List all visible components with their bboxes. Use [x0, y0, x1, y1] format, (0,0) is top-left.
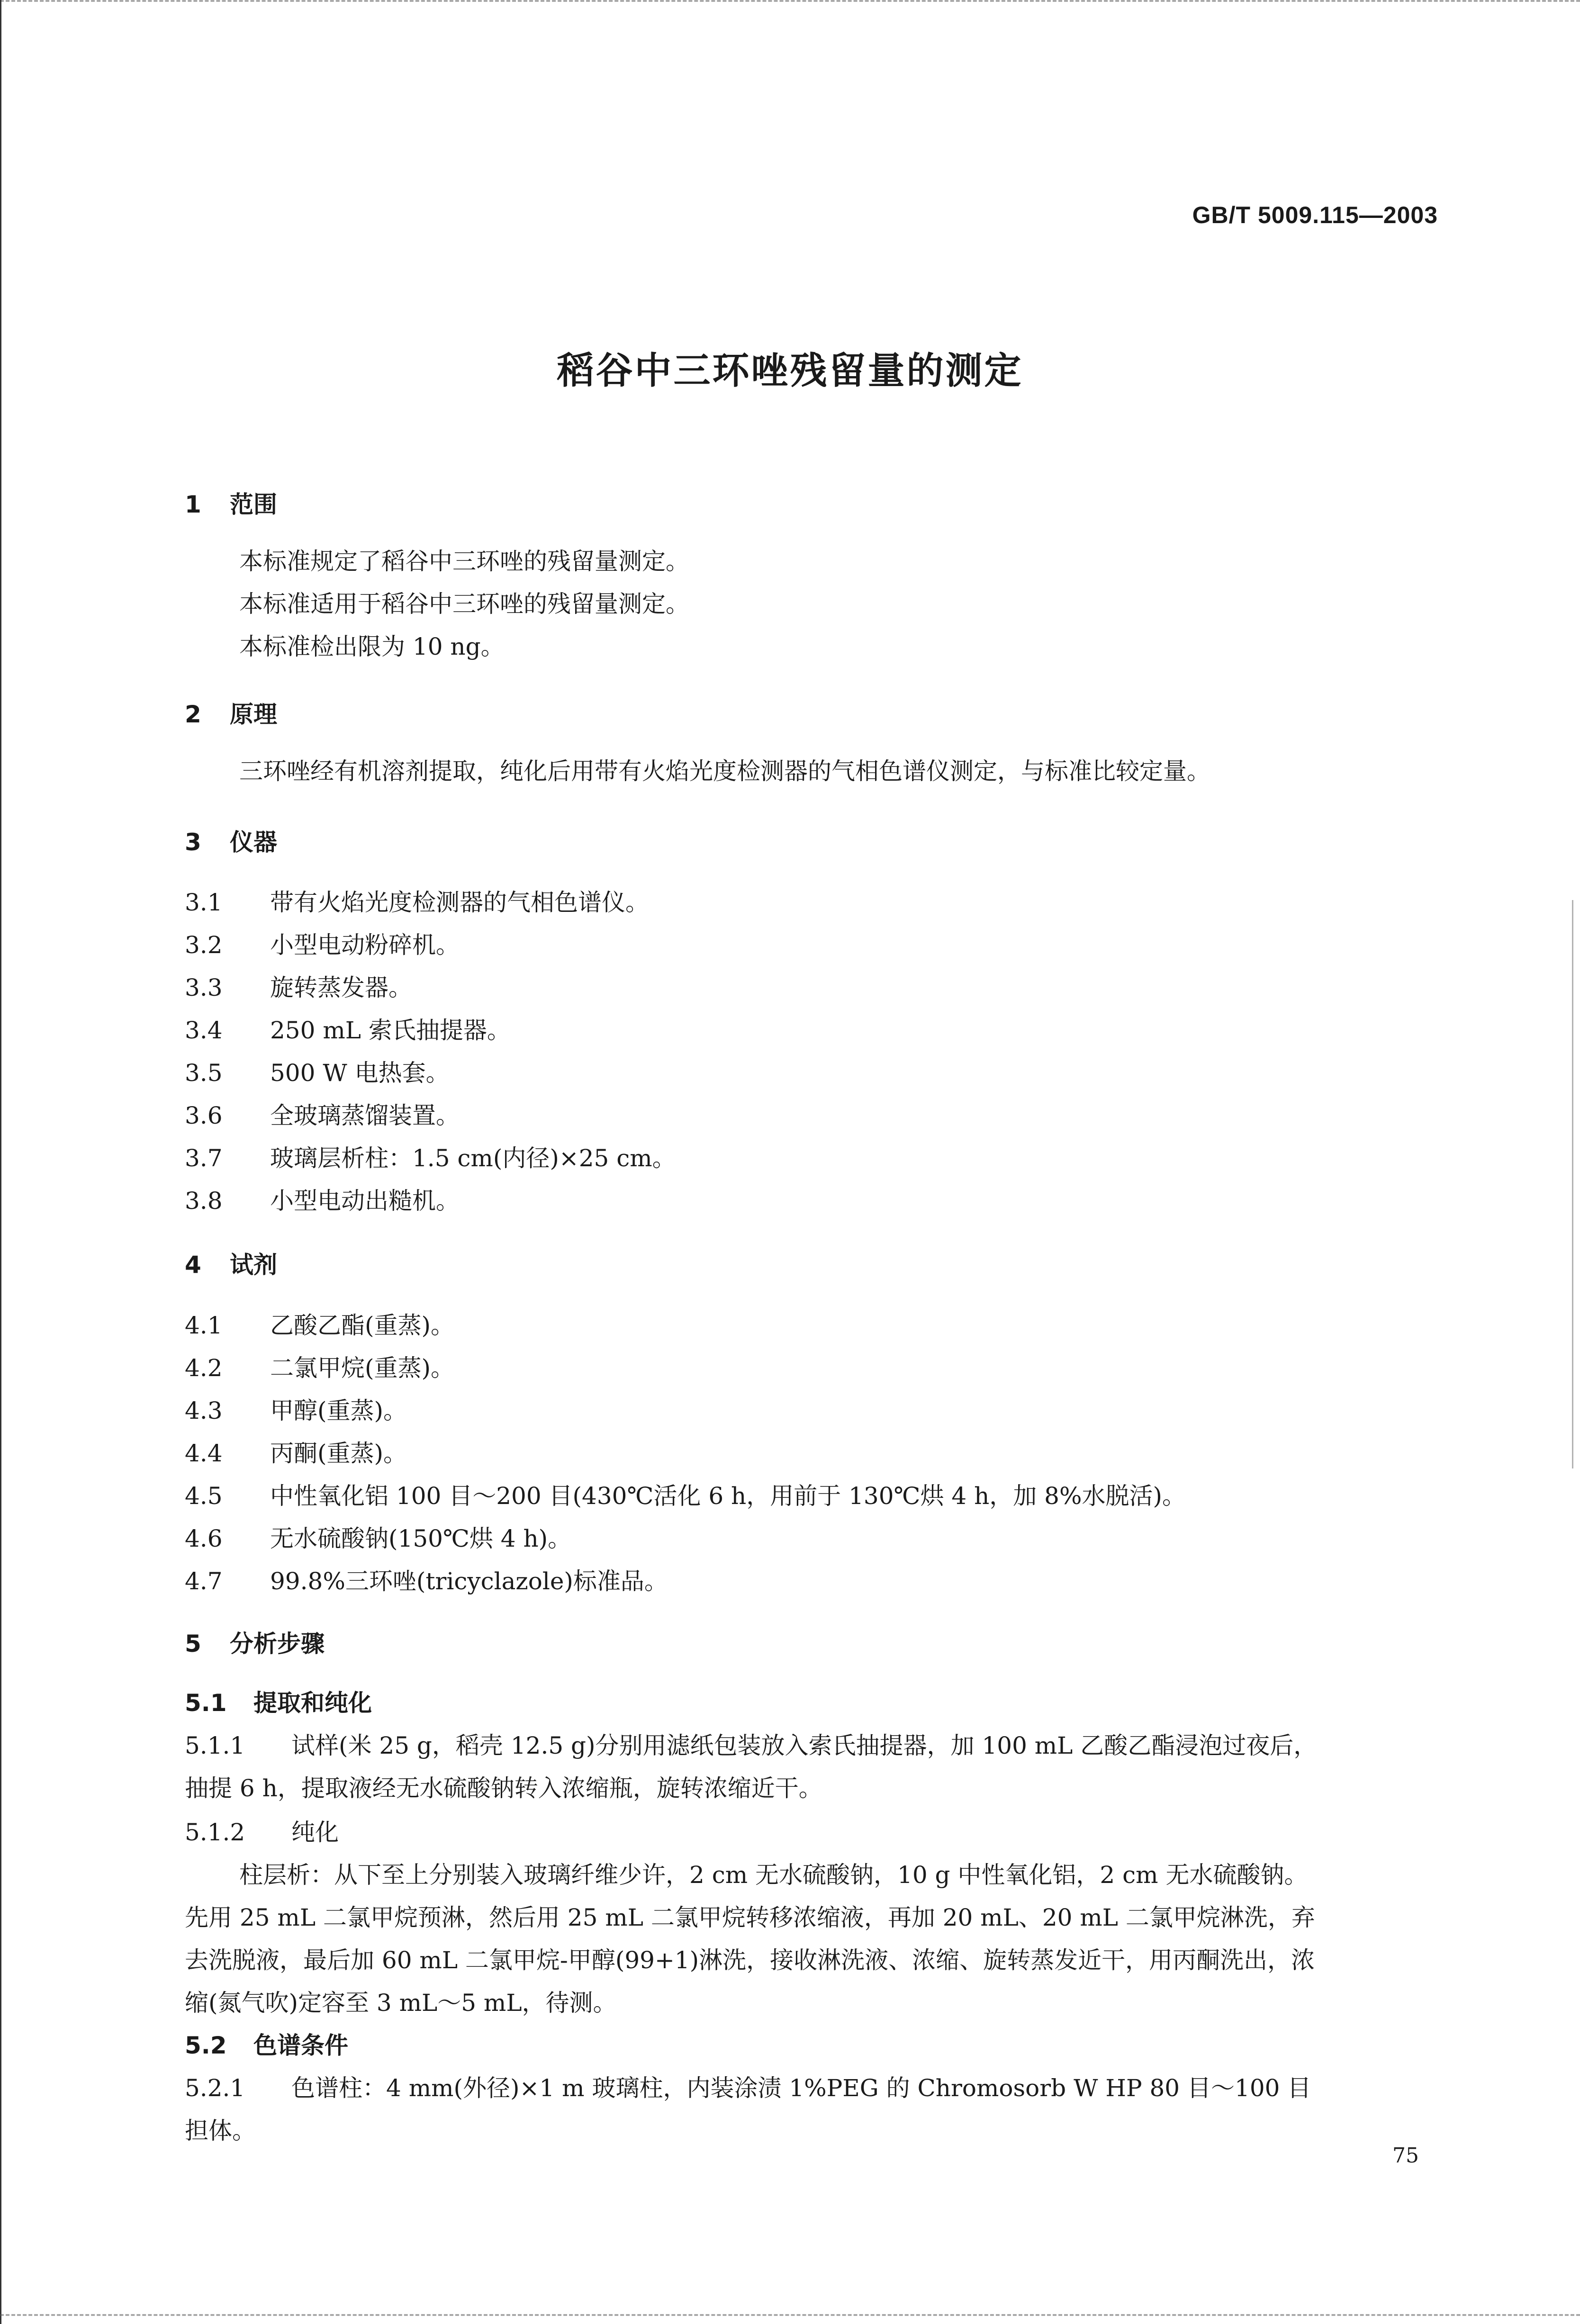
section-heading-1: 1 范围	[185, 491, 277, 518]
paragraph-5-1-2: 柱层析：从下至上分别装入玻璃纤维少许，2 cm 无水硫酸钠，10 g 中性氧化铝，2 cm 无水硫酸钠。	[239, 1861, 1308, 1889]
list-item: 4.4 丙酮(重蒸)。	[185, 1440, 407, 1467]
paragraph-5-2-1: 5.2.1 色谱柱：4 mm(外径)×1 m 玻璃柱，内装涂渍 1%PEG 的 Chromosorb W HP 80 目～100 目	[185, 2074, 1311, 2102]
scan-edge-right	[1572, 900, 1576, 1468]
paragraph-5-1-2-cont: 先用 25 mL 二氯甲烷预淋，然后用 25 mL 二氯甲烷转移浓缩液，再加 20 mL、20 mL 二氯甲烷淋洗，弃	[185, 1904, 1315, 1931]
paragraph: 本标准适用于稻谷中三环唑的残留量测定。	[239, 590, 689, 618]
paragraph: 三环唑经有机溶剂提取，纯化后用带有火焰光度检测器的气相色谱仪测定，与标准比较定量。	[239, 757, 1210, 785]
subsection-heading-5-1-2: 5.1.2 纯化	[185, 1819, 339, 1846]
list-item: 4.7 99.8%三环唑(tricyclazole)标准品。	[185, 1567, 668, 1595]
list-item: 3.1 带有火焰光度检测器的气相色谱仪。	[185, 889, 649, 916]
section-heading-2: 2 原理	[185, 701, 277, 728]
list-item: 3.3 旋转蒸发器。	[185, 974, 412, 1001]
paragraph-5-1-2-cont: 去洗脱液，最后加 60 mL 二氯甲烷-甲醇(99+1)淋洗，接收淋洗液、浓缩、旋转蒸发近干，用丙酮洗出，浓	[185, 1946, 1315, 1974]
list-item: 4.2 二氯甲烷(重蒸)。	[185, 1354, 455, 1382]
scan-edge-top	[0, 0, 1580, 9]
page-title: 稻谷中三环唑残留量的测定	[557, 350, 1023, 392]
list-item: 4.3 甲醇(重蒸)。	[185, 1397, 407, 1424]
list-item: 3.2 小型电动粉碎机。	[185, 931, 460, 959]
list-item: 4.6 无水硫酸钠(150℃烘 4 h)。	[185, 1525, 572, 1552]
paragraph: 本标准检出限为 10 ng。	[239, 633, 505, 660]
subsection-heading-5-2: 5.2 色谱条件	[185, 2032, 348, 2059]
section-heading-4: 4 试剂	[185, 1251, 277, 1279]
list-item: 4.1 乙酸乙酯(重蒸)。	[185, 1312, 455, 1339]
list-item: 3.7 玻璃层析柱：1.5 cm(内径)×25 cm。	[185, 1144, 676, 1172]
paragraph-5-1-2-cont: 缩(氮气吹)定容至 3 mL～5 mL，待测。	[185, 1989, 617, 2017]
paragraph-5-1-1: 5.1.1 试样(米 25 g，稻壳 12.5 g)分别用滤纸包装放入索氏抽提器，加 100 mL 乙酸乙酯浸泡过夜后，	[185, 1732, 1318, 1759]
subsection-heading-5-1: 5.1 提取和纯化	[185, 1689, 372, 1717]
list-item: 4.5 中性氧化铝 100 目～200 目(430℃活化 6 h，用前于 130℃烘 4 h，加 8%水脱活)。	[185, 1482, 1186, 1510]
paragraph-5-2-1-cont: 担体。	[185, 2117, 256, 2144]
section-heading-3: 3 仪器	[185, 829, 277, 856]
list-item: 3.8 小型电动出糙机。	[185, 1187, 460, 1215]
list-item: 3.5 500 W 电热套。	[185, 1059, 450, 1087]
list-item: 3.6 全玻璃蒸馏装置。	[185, 1102, 460, 1129]
scan-edge-bottom	[0, 2314, 1580, 2321]
paragraph: 本标准规定了稻谷中三环唑的残留量测定。	[239, 548, 689, 575]
paragraph-5-1-1-cont: 抽提 6 h，提取液经无水硫酸钠转入浓缩瓶，旋转浓缩近干。	[185, 1775, 822, 1802]
page-number: 75	[1392, 2144, 1419, 2168]
list-item: 3.4 250 mL 索氏抽提器。	[185, 1017, 511, 1044]
standard-number: GB/T 5009.115—2003	[1192, 202, 1438, 228]
section-heading-5: 5 分析步骤	[185, 1630, 325, 1657]
